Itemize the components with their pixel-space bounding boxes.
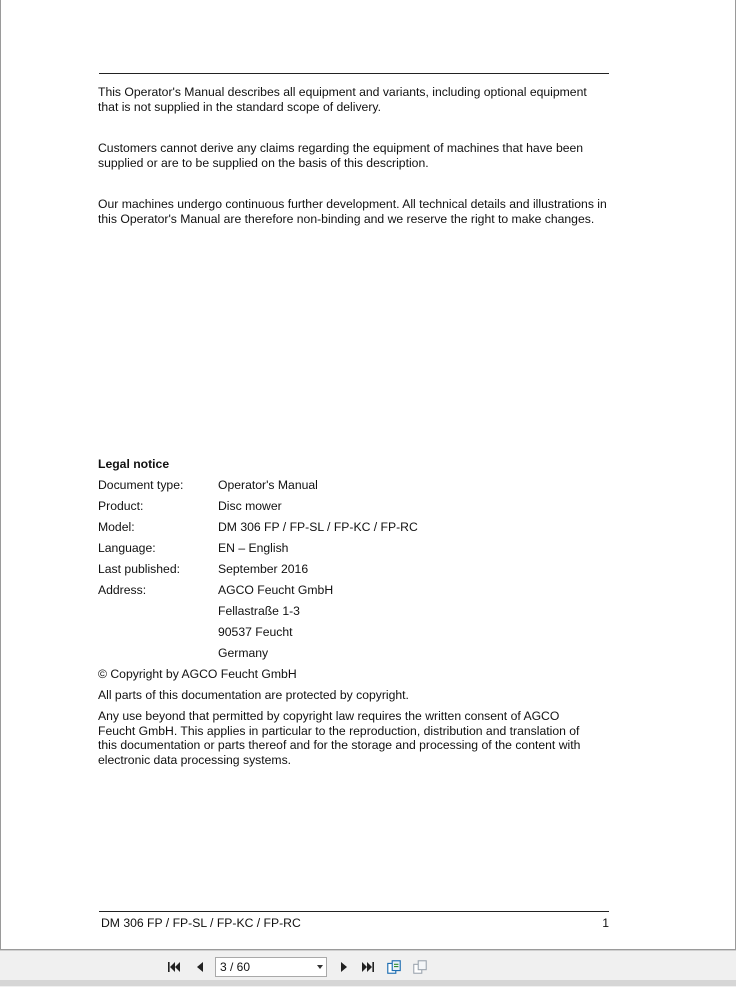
next-page-icon[interactable] [336,959,352,975]
legal-value: Fellastraße 1-3 [218,604,300,618]
legal-key: Model: [98,520,135,534]
legal-key: Language: [98,541,156,555]
copyright-line: © Copyright by AGCO Feucht GmbH [98,667,297,681]
page-indicator: 3 / 60 [220,960,251,974]
two-page-view-icon[interactable] [412,959,428,975]
consent-paragraph: Any use beyond that permitted by copyright law requires the written consent of AGCO Feucht GmbH. This applies in particular to the reproduction, distribution and translation of this documentation or parts thereof and for the storage and processing of the content with electronic data processing systems. [98,709,581,767]
protected-line: All parts of this documentation are protected by copyright. [98,688,409,702]
header-rule [99,73,609,74]
legal-value: Operator's Manual [218,478,318,492]
legal-value: 90537 Feucht [218,625,293,639]
legal-value: EN – English [218,541,289,555]
footer-rule [99,911,609,912]
legal-value: Germany [218,646,269,660]
footer-model: DM 306 FP / FP-SL / FP-KC / FP-RC [101,916,301,930]
paragraph-claims: Customers cannot derive any claims regarding the equipment of machines that have been supplied or are to be supplied on the basis of this description. [98,141,584,170]
previous-page-icon[interactable] [192,959,208,975]
footer-page-number: 1 [602,916,609,930]
legal-value: September 2016 [218,562,309,576]
status-strip [0,980,736,986]
chevron-down-icon [317,965,323,969]
first-page-icon[interactable] [166,959,182,975]
last-page-icon[interactable] [360,959,376,975]
single-page-view-icon[interactable] [386,959,402,975]
legal-key: Last published: [98,562,180,576]
legal-value: AGCO Feucht GmbH [218,583,334,597]
legal-key: Document type: [98,478,184,492]
legal-key: Address: [98,583,147,597]
page-number-select[interactable] [215,957,327,977]
legal-notice-heading: Legal notice [98,457,170,471]
paragraph-equipment: This Operator's Manual describes all equipment and variants, including optional equipment that is not supplied in the standard scope of delivery. [98,85,587,114]
legal-value: DM 306 FP / FP-SL / FP-KC / FP-RC [218,520,418,534]
paragraph-development: Our machines undergo continuous further development. All technical details and illustrations in this Operator's Manual are therefore non-binding and we reserve the right to make changes. [98,197,607,226]
legal-value: Disc mower [218,499,282,513]
legal-key: Product: [98,499,144,513]
